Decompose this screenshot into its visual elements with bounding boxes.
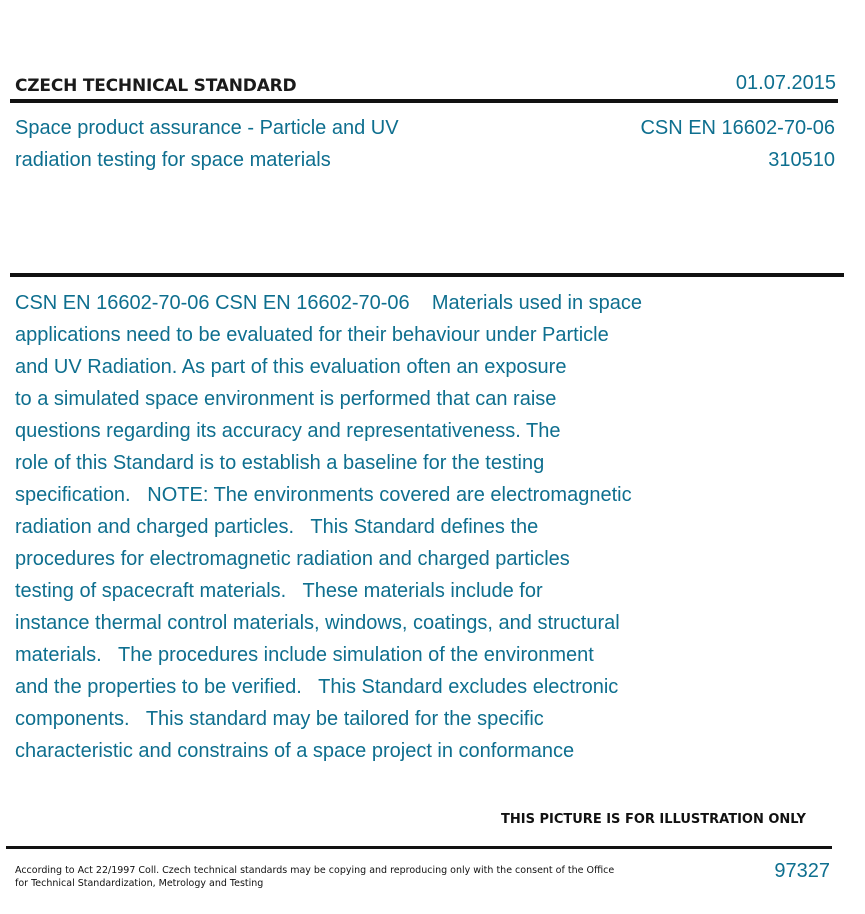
title-line-1: Space product assurance - Particle and UV (15, 117, 399, 139)
abstract-text (15, 287, 705, 767)
abstract-line: role of this Standard is to establish a baseline for the testing (15, 452, 545, 474)
abstract-line: to a simulated space environment is performed that can raise (15, 388, 557, 410)
copyright-note-line-1: According to Act 22/1997 Coll. Czech technical standards may be copying and reproducing only with the consent of the Office (15, 865, 615, 876)
footer-rule (6, 846, 832, 849)
abstract-line: procedures for electromagnetic radiation and charged particles (15, 548, 570, 570)
abstract-line: radiation and charged particles. This Standard defines the (15, 516, 539, 538)
abstract-line: questions regarding its accuracy and representativeness. The (15, 420, 561, 442)
abstract-line: characteristic and constrains of a space project in conformance (15, 740, 575, 762)
standard-code: CSN EN 16602-70-06 (640, 117, 835, 139)
abstract-line: applications need to be evaluated for their behaviour under Particle (15, 324, 609, 346)
abstract-line: components. This standard may be tailored for the specific (15, 708, 544, 730)
abstract-line: materials. The procedures include simulation of the environment (15, 644, 594, 666)
title-line-2: radiation testing for space materials (15, 149, 331, 171)
abstract-line: instance thermal control materials, windows, coatings, and structural (15, 612, 620, 634)
class-number: 310510 (768, 149, 835, 171)
illustration-note: THIS PICTURE IS FOR ILLUSTRATION ONLY (501, 812, 806, 827)
publication-date: 01.07.2015 (735, 72, 836, 94)
abstract-line: and UV Radiation. As part of this evaluation often an exposure (15, 356, 567, 378)
abstract-line: CSN EN 16602-70-06 CSN EN 16602-70-06 Materials used in space (15, 292, 642, 314)
copyright-note (15, 864, 614, 890)
title-rule (10, 273, 844, 277)
copyright-note-line-2: for Technical Standardization, Metrology and Testing (15, 878, 264, 889)
abstract-line: and the properties to be verified. This Standard excludes electronic (15, 676, 619, 698)
header-rule (10, 99, 838, 103)
standard-type-label: CZECH TECHNICAL STANDARD (15, 76, 297, 96)
document-number: 97327 (774, 860, 830, 882)
abstract-line: testing of spacecraft materials. These materials include for (15, 580, 543, 602)
abstract-line: specification. NOTE: The environments covered are electromagnetic (15, 484, 632, 506)
